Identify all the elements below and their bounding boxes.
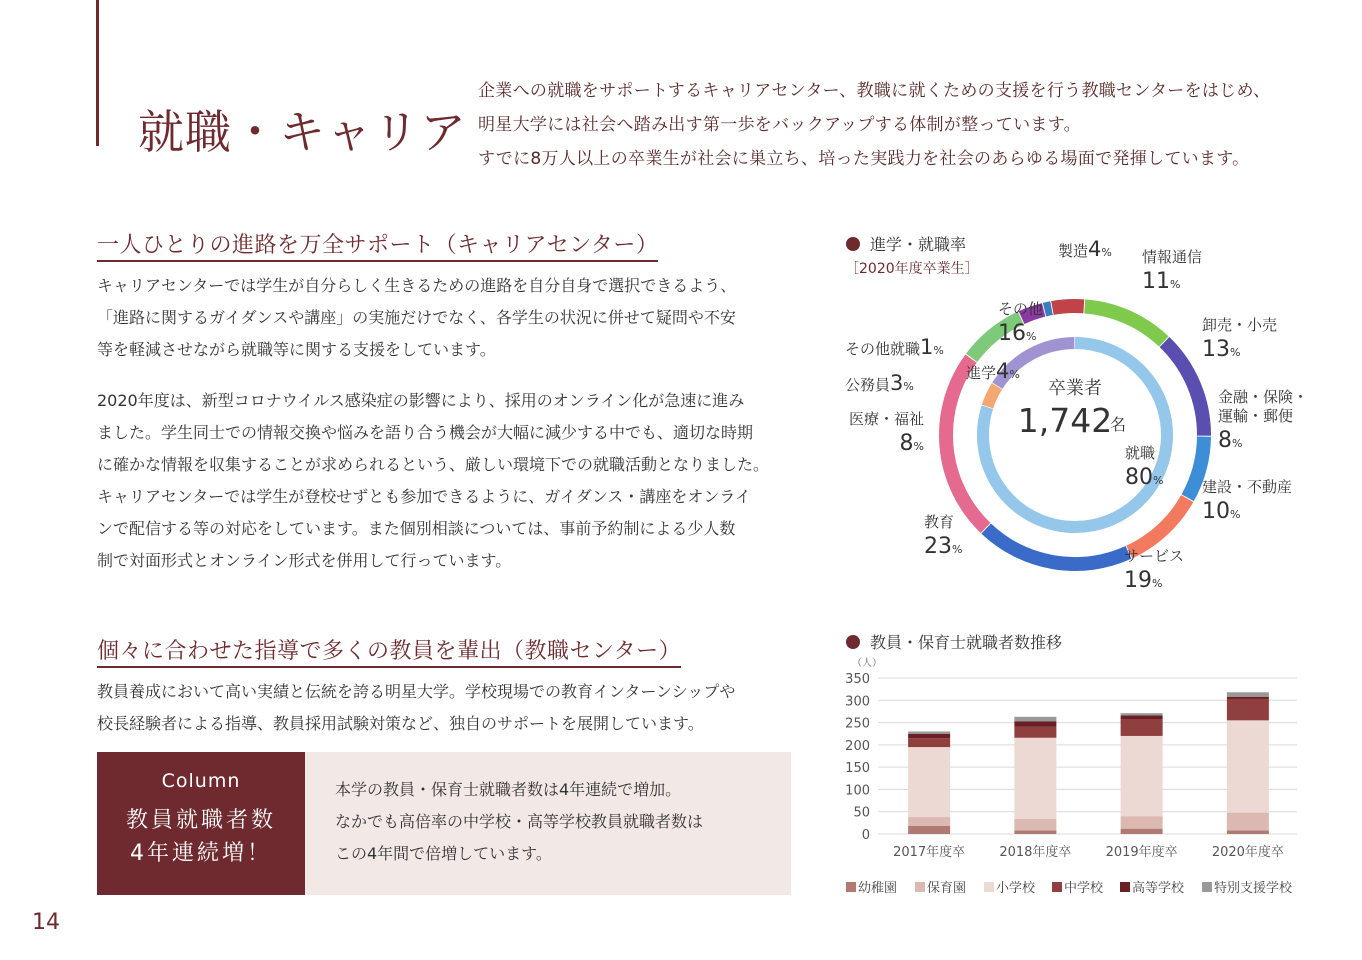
- body-line: 「進路に関するガイダンスや講座」の実施だけでなく、各学生の状況に併せて疑問や不安: [97, 308, 736, 327]
- donut-label-value: 10%: [1202, 499, 1241, 524]
- body-line: に確かな情報を収集することが求められるという、厳しい環境下での就職活動となりました。: [97, 455, 770, 474]
- donut-label-name: 教育: [924, 513, 955, 531]
- bar-segment: [1227, 697, 1269, 699]
- bar-segment: [1014, 721, 1056, 726]
- column-line: なかでも高倍率の中学校・高等学校教員就職者数は: [335, 812, 704, 831]
- donut-label-value: 19%: [1124, 568, 1163, 593]
- donut-label-value: 11%: [1142, 269, 1181, 294]
- column-heading-line: 教員就職者数: [125, 808, 276, 833]
- body-line: 2020年度は、新型コロナウイルス感染症の影響により、採用のオンライン化が急速に進み: [97, 391, 745, 410]
- bar-segment: [1227, 699, 1269, 720]
- body-line: ンで配信する等の対応をしています。また個別相談については、事前予約制による少人数: [97, 519, 736, 538]
- intro-line: 企業への就職をサポートするキャリアセンター、教職に就くための支援を行う教職センターをはじめ、: [478, 81, 1271, 101]
- y-tick-label: 250: [845, 716, 870, 732]
- bar-segment: [1227, 692, 1269, 696]
- donut-label-text: 製造4%: [1058, 237, 1112, 261]
- y-tick-label: 150: [845, 761, 870, 777]
- donut-label-name: 医療・福祉: [848, 410, 924, 428]
- y-tick-label: 100: [845, 783, 870, 799]
- donut-label-name: 金融・保険・: [1218, 388, 1309, 406]
- bar-segment: [908, 817, 950, 826]
- legend-label: 保育園: [927, 881, 967, 896]
- column-label: Column: [161, 770, 241, 792]
- bar-segment: [908, 734, 950, 738]
- bar-segment: [908, 738, 950, 747]
- body-line: 教員養成において高い実績と伝統を誇る明星大学。学校現場での教育インターンシップや: [97, 682, 736, 701]
- donut-label-name: 就職: [1125, 444, 1156, 462]
- y-tick-label: 300: [845, 694, 870, 710]
- page-number: 14: [32, 910, 60, 935]
- legend-label: 高等学校: [1132, 881, 1185, 896]
- body-line: 等を軽減させながら就職等に関する支援をしています。: [97, 340, 496, 359]
- donut-label-value: 80%: [1125, 465, 1164, 490]
- legend-swatch: [1120, 882, 1130, 892]
- body-line: キャリアセンターでは学生が登校せずとも参加できるように、ガイダンス・講座をオンライ: [97, 487, 751, 506]
- x-tick-label: 2019年度卒: [1105, 845, 1178, 860]
- y-tick-label: 50: [853, 805, 870, 821]
- legend-label: 特別支援学校: [1214, 881, 1293, 896]
- bar-segment: [1227, 813, 1269, 831]
- bar-segment: [1014, 819, 1056, 831]
- legend-swatch: [1202, 882, 1212, 892]
- intro-line: すでに8万人以上の卒業生が社会に巣立ち、培った実践力を社会のあらゆる場面で発揮しています。: [478, 149, 1250, 169]
- bar-segment: [908, 747, 950, 817]
- chart-title-bullet: [846, 635, 860, 649]
- donut-chart-title: 進学・就職率: [870, 235, 967, 254]
- body-line: 制で対面形式とオンライン形式を併用して行っています。: [97, 551, 512, 570]
- career-section-title: 一人ひとりの進路を万全サポート（キャリアセンター）: [97, 228, 658, 262]
- donut-label-name: 運輸・郵便: [1218, 407, 1294, 425]
- legend-swatch: [846, 882, 856, 892]
- donut-label-value: 13%: [1202, 337, 1241, 362]
- legend-swatch: [915, 882, 925, 892]
- donut-label-name: 情報通信: [1142, 248, 1203, 266]
- donut-label-value: 23%: [924, 534, 963, 559]
- donut-label-name: 卸売・小売: [1202, 316, 1278, 334]
- bar-segment: [908, 826, 950, 834]
- bar-segment: [1227, 720, 1269, 812]
- donut-label-name: 建設・不動産: [1202, 478, 1293, 496]
- donut-center-unit: 名: [1110, 415, 1127, 434]
- bar-segment: [1014, 738, 1056, 819]
- y-tick-label: 350: [845, 672, 870, 687]
- bar-segment: [1121, 736, 1163, 816]
- bar-segment: [1121, 713, 1163, 715]
- donut-label-text: 公務員3%: [845, 371, 914, 395]
- column-line: この4年間で倍増しています。: [335, 844, 552, 863]
- donut-center-label: 卒業者: [1048, 378, 1102, 399]
- bar-segment: [1014, 717, 1056, 721]
- donut-chart-subtitle: ［2020年度卒業生］: [845, 261, 979, 277]
- donut-label-text: 進学4%: [966, 359, 1020, 383]
- x-tick-label: 2018年度卒: [999, 845, 1072, 860]
- legend-swatch: [984, 882, 994, 892]
- donut-label-value: 16%: [998, 321, 1037, 346]
- body-line: ました。学生同士での情報交換や悩みを語り合う機会が大幅に減少する中でも、適切な時期: [97, 423, 754, 442]
- bar-segment: [1014, 727, 1056, 738]
- bar-segment: [1121, 816, 1163, 828]
- y-tick-label: 200: [845, 738, 870, 754]
- donut-center-value: 1,742: [1017, 401, 1113, 440]
- legend-label: 幼稚園: [858, 881, 898, 896]
- intro-line: 明星大学には社会へ踏み出す第一歩をバックアップする体制が整っています。: [478, 115, 1081, 135]
- column-line: 本学の教員・保育士就職者数は4年連続で増加。: [335, 780, 682, 799]
- bar-segment: [1121, 719, 1163, 736]
- donut-label-name: その他: [998, 300, 1044, 318]
- bar-segment: [1121, 715, 1163, 719]
- y-tick-label: 0: [861, 828, 870, 843]
- bar-segment: [1227, 830, 1269, 834]
- donut-label-value: 8%: [899, 431, 924, 456]
- legend-swatch: [1052, 882, 1062, 892]
- body-line: キャリアセンターでは学生が自分らしく生きるための進路を自分自身で選択できるよう、: [97, 276, 737, 295]
- bar-segment: [1121, 829, 1163, 834]
- donut-label-value: 8%: [1218, 428, 1243, 453]
- bar-segment: [908, 731, 950, 733]
- column-heading-line: 4年連続増！: [130, 841, 272, 866]
- donut-label-name: サービス: [1124, 547, 1185, 565]
- donut-label-text: その他就職1%: [845, 335, 944, 359]
- x-tick-label: 2017年度卒: [893, 845, 966, 860]
- teaching-section-title: 個々に合わせた指導で多くの教員を輩出（教職センター）: [97, 634, 681, 668]
- bar-segment: [1014, 830, 1056, 834]
- page-title: 就職・キャリア: [138, 105, 467, 159]
- legend-label: 中学校: [1064, 881, 1104, 896]
- legend-label: 小学校: [996, 881, 1036, 896]
- body-line: 校長経験者による指導、教員採用試験対策など、独自のサポートを展開しています。: [97, 714, 704, 733]
- bar-chart-title: 教員・保育士就職者数推移: [870, 633, 1063, 652]
- bar-chart-unit: （人）: [852, 658, 882, 669]
- x-tick-label: 2020年度卒: [1211, 845, 1284, 860]
